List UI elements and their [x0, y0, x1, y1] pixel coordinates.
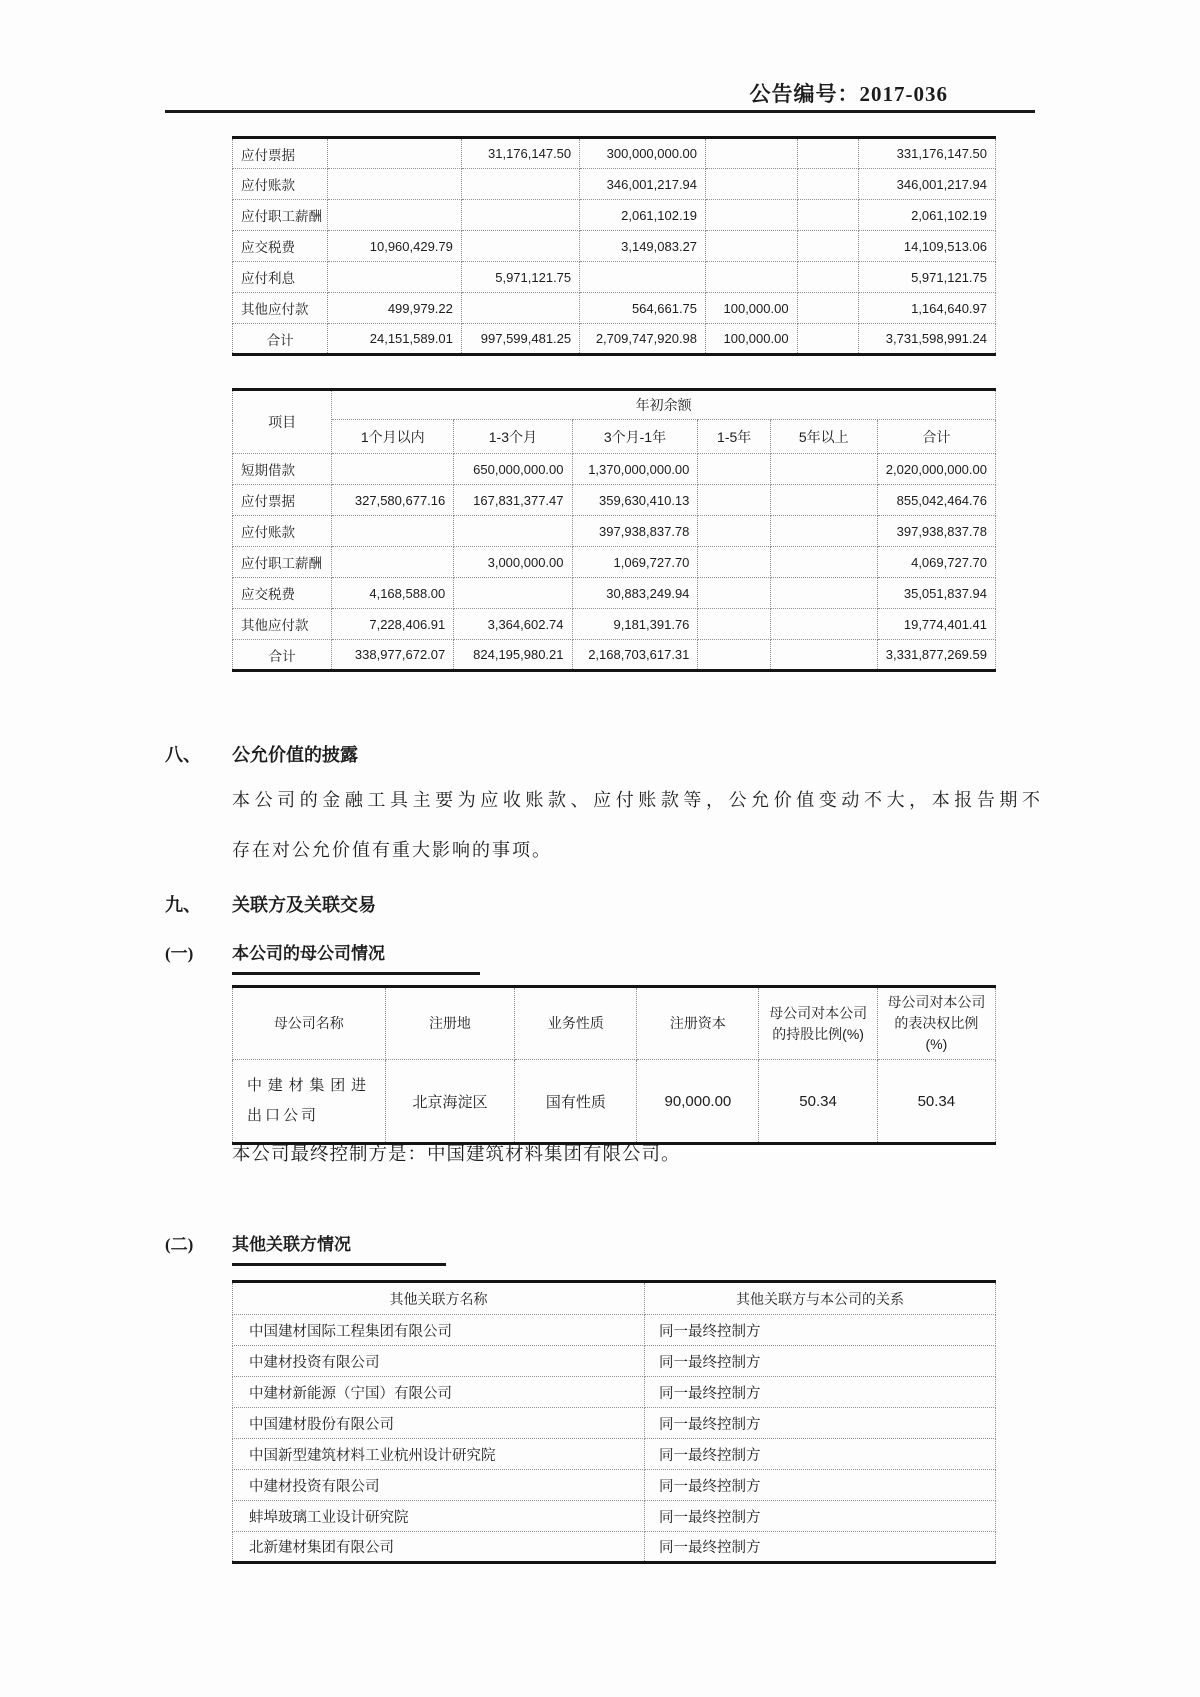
row-label-cell: 合计	[233, 324, 328, 355]
amount-cell: 9,181,391.76	[572, 609, 698, 640]
total-cell: 3,731,598,991.24	[858, 324, 995, 355]
related-party-name-cell: 北新建材集团有限公司	[233, 1532, 645, 1563]
amount-cell	[698, 640, 770, 671]
total-cell: 19,774,401.41	[877, 609, 995, 640]
amount-cell	[698, 454, 770, 485]
registered-capital-cell: 90,000.00	[637, 1060, 759, 1144]
related-party-name-cell: 中国新型建筑材料工业杭州设计研究院	[233, 1439, 645, 1470]
row-label-cell: 应付利息	[233, 262, 328, 293]
amount-cell: 359,630,410.13	[572, 485, 698, 516]
related-party-relation-cell: 同一最终控制方	[645, 1532, 996, 1563]
table-header-row	[233, 390, 996, 420]
doc-number: 公告编号：2017-036	[749, 82, 948, 106]
table-header-row	[233, 987, 996, 1060]
subsection-2-heading	[165, 1232, 446, 1266]
related-party-relation-cell: 同一最终控制方	[645, 1439, 996, 1470]
parent-company-table	[232, 985, 996, 1145]
subsection-number: (一)	[165, 944, 194, 963]
amount-cell	[797, 200, 858, 231]
row-label-cell: 应付票据	[233, 138, 328, 169]
share-pct-cell: 50.34	[759, 1060, 877, 1144]
table-row	[233, 200, 996, 231]
subsection-title: 其他关联方情况	[232, 1232, 446, 1266]
amount-cell	[797, 138, 858, 169]
subsection-number: (二)	[165, 1235, 194, 1254]
table-row	[233, 640, 996, 671]
amount-cell	[797, 262, 858, 293]
section-title: 公允价值的披露	[232, 745, 358, 765]
related-party-name-cell: 中建材投资有限公司	[233, 1470, 645, 1501]
table-row	[233, 1439, 996, 1470]
amount-cell: 338,977,672.07	[332, 640, 454, 671]
amount-cell: 2,061,102.19	[580, 200, 706, 231]
table-row	[233, 1377, 996, 1408]
total-cell: 397,938,837.78	[877, 516, 995, 547]
table-row	[233, 324, 996, 355]
amount-cell	[698, 609, 770, 640]
row-label-cell: 应付账款	[233, 516, 332, 547]
amount-cell	[698, 578, 770, 609]
column-header-cell: 其他关联方名称	[233, 1282, 645, 1315]
amount-cell: 650,000,000.00	[454, 454, 572, 485]
related-party-relation-cell: 同一最终控制方	[645, 1501, 996, 1532]
amount-cell: 499,979.22	[328, 293, 462, 324]
amount-cell	[770, 454, 877, 485]
amount-cell	[706, 231, 798, 262]
row-label-cell: 应交税费	[233, 578, 332, 609]
amount-cell: 3,149,083.27	[580, 231, 706, 262]
table-row	[233, 169, 996, 200]
amount-cell: 167,831,377.47	[454, 485, 572, 516]
amount-cell	[332, 547, 454, 578]
table-row	[233, 485, 996, 516]
amount-cell: 327,580,677.16	[332, 485, 454, 516]
subsection-1-heading	[165, 941, 480, 975]
amount-cell: 31,176,147.50	[461, 138, 579, 169]
amount-cell: 3,000,000.00	[454, 547, 572, 578]
column-header-cell: 注册资本	[637, 987, 759, 1060]
amount-cell	[332, 516, 454, 547]
amount-cell	[770, 609, 877, 640]
amount-cell: 24,151,589.01	[328, 324, 462, 355]
section-9-heading	[165, 892, 376, 918]
amount-cell	[454, 516, 572, 547]
table-row	[233, 293, 996, 324]
table-row	[233, 1346, 996, 1377]
row-label-cell: 应付账款	[233, 169, 328, 200]
related-party-relation-cell: 同一最终控制方	[645, 1315, 996, 1346]
amount-cell: 4,168,588.00	[332, 578, 454, 609]
table-row	[233, 1470, 996, 1501]
related-party-name-cell: 中建材投资有限公司	[233, 1346, 645, 1377]
header-rule	[165, 110, 1035, 113]
column-header-cell: 1-5年	[698, 420, 770, 454]
amount-cell	[770, 485, 877, 516]
row-label-cell: 应付职工薪酬	[233, 547, 332, 578]
amount-cell: 300,000,000.00	[580, 138, 706, 169]
column-header-cell: 注册地	[385, 987, 515, 1060]
amount-cell	[461, 169, 579, 200]
table-row	[233, 1532, 996, 1563]
table-subheader-row	[233, 420, 996, 454]
business-nature-cell: 国有性质	[515, 1060, 637, 1144]
column-header-cell: 业务性质	[515, 987, 637, 1060]
amount-cell: 397,938,837.78	[572, 516, 698, 547]
amount-cell: 10,960,429.79	[328, 231, 462, 262]
amount-cell	[706, 138, 798, 169]
item-header-cell: 项目	[233, 390, 332, 454]
amount-cell	[706, 169, 798, 200]
amount-cell	[328, 200, 462, 231]
amount-cell: 1,370,000,000.00	[572, 454, 698, 485]
amount-cell: 3,364,602.74	[454, 609, 572, 640]
total-cell: 331,176,147.50	[858, 138, 995, 169]
column-header-cell: 其他关联方与本公司的关系	[645, 1282, 996, 1315]
amount-cell: 30,883,249.94	[572, 578, 698, 609]
amount-cell	[698, 547, 770, 578]
table-row	[233, 578, 996, 609]
table-row	[233, 231, 996, 262]
total-cell: 14,109,513.06	[858, 231, 995, 262]
column-header-cell: 5年以上	[770, 420, 877, 454]
section-8-heading	[165, 742, 358, 768]
amount-cell: 346,001,217.94	[580, 169, 706, 200]
amount-cell	[797, 324, 858, 355]
amount-cell	[580, 262, 706, 293]
amount-cell: 2,709,747,920.98	[580, 324, 706, 355]
amount-cell: 1,069,727.70	[572, 547, 698, 578]
amount-cell: 7,228,406.91	[332, 609, 454, 640]
section-number: 八、	[165, 745, 201, 765]
related-party-relation-cell: 同一最终控制方	[645, 1408, 996, 1439]
total-cell: 346,001,217.94	[858, 169, 995, 200]
amount-cell	[328, 262, 462, 293]
related-party-relation-cell: 同一最终控制方	[645, 1470, 996, 1501]
parent-name-cell	[233, 1060, 386, 1144]
amount-cell	[706, 200, 798, 231]
amount-cell: 5,971,121.75	[461, 262, 579, 293]
amount-cell	[706, 262, 798, 293]
table-row	[233, 1060, 996, 1144]
amount-cell: 824,195,980.21	[454, 640, 572, 671]
table-row	[233, 1501, 996, 1532]
amount-cell	[770, 547, 877, 578]
amount-cell	[461, 231, 579, 262]
group-header-cell: 年初余额	[332, 390, 996, 420]
row-label-cell: 短期借款	[233, 454, 332, 485]
amount-cell	[461, 293, 579, 324]
amount-cell	[332, 454, 454, 485]
column-header-cell: 1个月以内	[332, 420, 454, 454]
column-header-cell: 母公司名称	[233, 987, 386, 1060]
amount-cell	[770, 640, 877, 671]
registered-place-cell: 北京海淀区	[385, 1060, 515, 1144]
related-party-name-cell: 中建材新能源（宁国）有限公司	[233, 1377, 645, 1408]
amount-cell: 100,000.00	[706, 324, 798, 355]
total-cell: 3,331,877,269.59	[877, 640, 995, 671]
table-row	[233, 454, 996, 485]
related-party-name-cell: 蚌埠玻璃工业设计研究院	[233, 1501, 645, 1532]
total-cell: 2,061,102.19	[858, 200, 995, 231]
subsection-title: 本公司的母公司情况	[232, 941, 480, 975]
row-label-cell: 合计	[233, 640, 332, 671]
fair-value-paragraph	[232, 775, 1042, 875]
section-title: 关联方及关联交易	[232, 895, 376, 915]
column-header-cell: 母公司对本公司的持股比例(%)	[759, 987, 877, 1060]
amount-cell	[797, 231, 858, 262]
amount-cell: 564,661.75	[580, 293, 706, 324]
amount-cell	[797, 169, 858, 200]
column-header-cell: 1-3个月	[454, 420, 572, 454]
table-row	[233, 1315, 996, 1346]
ultimate-controller-note: 本公司最终控制方是：中国建筑材料集团有限公司。	[232, 1145, 681, 1165]
amount-cell	[797, 293, 858, 324]
column-header-cell: 母公司对本公司的表决权比例(%)	[877, 987, 995, 1060]
table-row	[233, 1408, 996, 1439]
total-cell: 4,069,727.70	[877, 547, 995, 578]
amount-cell	[770, 578, 877, 609]
vote-pct-cell: 50.34	[877, 1060, 995, 1144]
related-parties-table	[232, 1280, 996, 1564]
table-header-row	[233, 1282, 996, 1315]
row-label-cell: 应交税费	[233, 231, 328, 262]
paragraph-line: 存在对公允价值有重大影响的事项。	[232, 840, 552, 860]
amount-cell	[328, 138, 462, 169]
amount-cell	[454, 578, 572, 609]
row-label-cell: 应付票据	[233, 485, 332, 516]
parent-name-text: 中建材集团进出口公司	[247, 1077, 369, 1124]
amount-cell	[461, 200, 579, 231]
total-cell: 855,042,464.76	[877, 485, 995, 516]
related-party-name-cell: 中国建材国际工程集团有限公司	[233, 1315, 645, 1346]
year-start-aging-table	[232, 388, 996, 672]
amount-cell	[770, 516, 877, 547]
table-row	[233, 516, 996, 547]
table-row	[233, 138, 996, 169]
table-row	[233, 609, 996, 640]
amount-cell: 100,000.00	[706, 293, 798, 324]
period-end-aging-table	[232, 136, 996, 356]
table-row	[233, 262, 996, 293]
table-row	[233, 547, 996, 578]
total-cell: 2,020,000,000.00	[877, 454, 995, 485]
amount-cell	[328, 169, 462, 200]
paragraph-line: 本公司的金融工具主要为应收账款、应付账款等，公允价值变动不大，本报告期不	[232, 790, 1042, 810]
amount-cell: 997,599,481.25	[461, 324, 579, 355]
amount-cell: 2,168,703,617.31	[572, 640, 698, 671]
total-cell: 5,971,121.75	[858, 262, 995, 293]
column-header-cell: 合计	[877, 420, 995, 454]
row-label-cell: 应付职工薪酬	[233, 200, 328, 231]
amount-cell	[698, 516, 770, 547]
related-party-relation-cell: 同一最终控制方	[645, 1377, 996, 1408]
related-party-name-cell: 中国建材股份有限公司	[233, 1408, 645, 1439]
total-cell: 35,051,837.94	[877, 578, 995, 609]
related-party-relation-cell: 同一最终控制方	[645, 1346, 996, 1377]
section-number: 九、	[165, 895, 201, 915]
total-cell: 1,164,640.97	[858, 293, 995, 324]
row-label-cell: 其他应付款	[233, 609, 332, 640]
row-label-cell: 其他应付款	[233, 293, 328, 324]
amount-cell	[698, 485, 770, 516]
column-header-cell: 3个月-1年	[572, 420, 698, 454]
